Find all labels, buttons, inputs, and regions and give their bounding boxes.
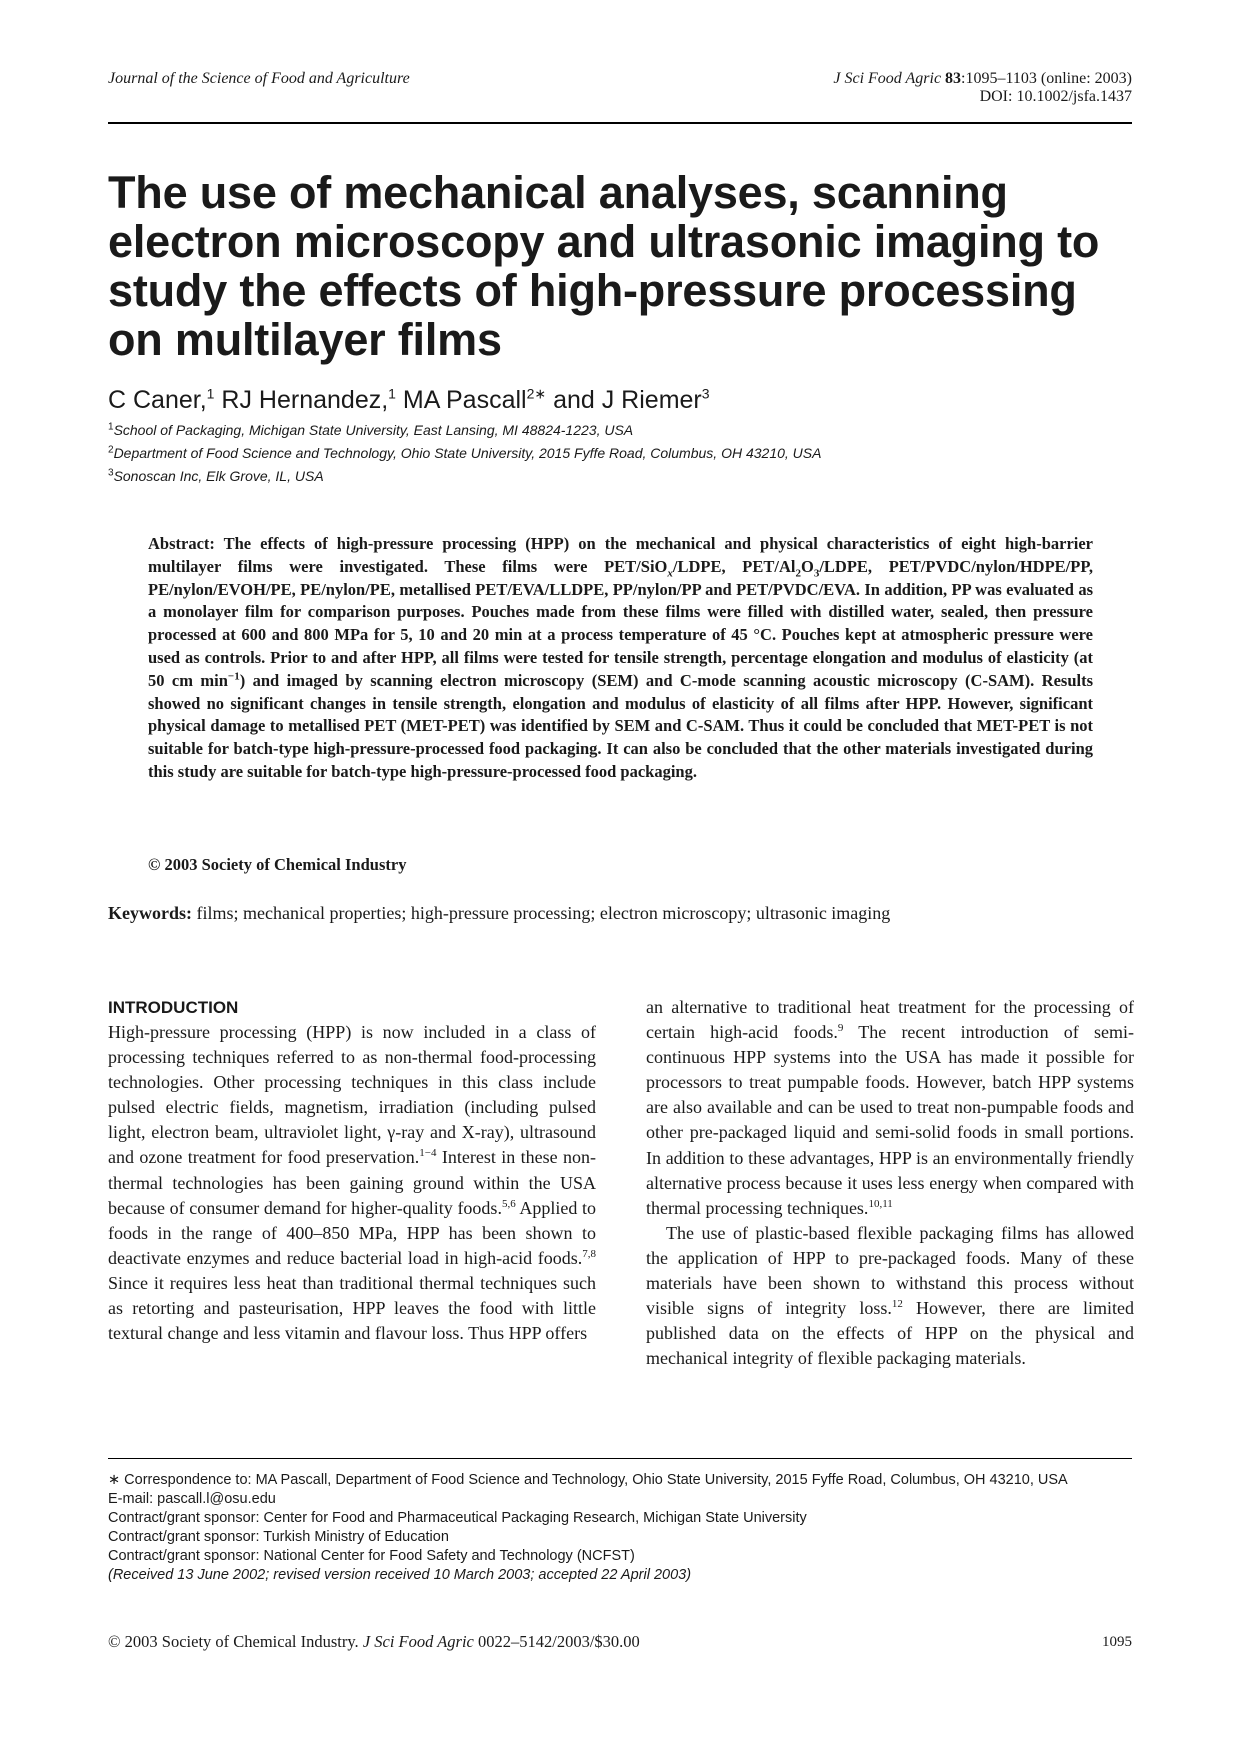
author-list bbox=[108, 385, 710, 415]
author-separator bbox=[396, 386, 403, 414]
abstract-subscript: 2 bbox=[795, 567, 801, 580]
citation-volume: 83 bbox=[945, 70, 962, 87]
author: RJ Hernandez, bbox=[221, 386, 389, 414]
abstract-label: Abstract: bbox=[148, 534, 215, 553]
abstract-text: The effects of high-pressure processing (HPP) on the mechanical and physical characteristics of eight high-barrier multilayer films were investigated. These films were PET/SiO bbox=[148, 534, 1093, 576]
doi: DOI: 10.1002/jsfa.1437 bbox=[979, 88, 1132, 105]
author: J Riemer bbox=[601, 386, 702, 414]
abstract-subscript: 3 bbox=[813, 567, 820, 580]
author: C Caner, bbox=[108, 386, 207, 414]
affiliation bbox=[108, 421, 633, 439]
paragraph bbox=[646, 995, 1134, 1221]
keywords-label: Keywords: bbox=[108, 903, 192, 923]
footer-citation bbox=[108, 1632, 640, 1652]
citation-pages: :1095–1103 (online: 2003) bbox=[961, 70, 1132, 87]
header-rule bbox=[108, 122, 1132, 124]
sponsor-note: Contract/grant sponsor: Center for Food and Pharmaceutical Packaging Research, Michigan State University bbox=[108, 1510, 807, 1526]
citation-ref: 12 bbox=[891, 1298, 903, 1311]
affiliation-text: Department of Food Science and Technology, Ohio State University, 2015 Fyffe Road, Columbus, OH 43210, USA bbox=[113, 445, 822, 461]
affiliation-text: School of Packaging, Michigan State University, East Lansing, MI 48824-1223, USA bbox=[113, 422, 634, 438]
affiliation-text: Sonoscan Inc, Elk Grove, IL, USA bbox=[113, 468, 324, 484]
paragraph-text: Interest in these non-thermal technologies has been gaining ground within the USA because of consumer demand for higher-quality foods. bbox=[108, 1147, 596, 1218]
email-note: E-mail: pascall.l@osu.edu bbox=[108, 1491, 276, 1507]
paragraph-text: High-pressure processing (HPP) is now included in a class of processing techniques referred to as non-thermal food-processing technologies. Other processing techniques in this class include pulsed electric fields, magnetism, irradiation (including pulsed light, electron beam, ultraviolet light, γ-ray and X-ray), ultrasound and ozone treatment for food preservation. bbox=[108, 1022, 596, 1168]
abstract-superscript: −1 bbox=[227, 670, 240, 683]
sponsor-note: Contract/grant sponsor: National Center for Food Safety and Technology (NCFST) bbox=[108, 1548, 635, 1564]
received-dates: (Received 13 June 2002; revised version received 10 March 2003; accepted 22 April 2003) bbox=[108, 1567, 692, 1583]
citation-ref: 9 bbox=[837, 1022, 844, 1035]
paragraph bbox=[646, 1221, 1134, 1372]
affiliation-number: 2 bbox=[108, 444, 114, 456]
author: MA Pascall bbox=[402, 386, 527, 414]
footer-journal: J Sci Food Agric bbox=[362, 1632, 474, 1651]
citation-journal: J Sci Food Agric bbox=[833, 70, 942, 87]
abstract-subscript: x bbox=[667, 567, 673, 580]
abstract-text: O bbox=[800, 556, 814, 576]
abstract-text: /LDPE, PET/Al bbox=[672, 556, 796, 576]
citation-ref: 1−4 bbox=[419, 1147, 437, 1160]
abstract-text: /LDPE, PET/PVDC/nylon/HDPE/PP, PE/nylon/EVOH/PE, PE/nylon/PE, metallised PET/EVA/LLDPE, PP/nylon/PP and PET/PVDC/EVA. In addition, PP was evaluated as a monolayer film for comparison purposes. Pouches made from these films were filled with distilled water, sealed, then pressure processed at 600 and 800 MPa for 5, 10 and 20 min at a process temperature of 45 °C. Pouches kept at atmospheric pressure were used as controls. Prior to and after HPP, all films were tested for tensile strength, percentage elongation and modulus of elasticity (at 50 cm min bbox=[148, 556, 1094, 690]
article-title: The use of mechanical analyses, scanning electron microscopy and ultrasonic imaging to study the effects of high-pressure processing on multilayer films bbox=[108, 167, 1100, 365]
footnote-rule bbox=[108, 1458, 1132, 1459]
paragraph bbox=[108, 1020, 596, 1346]
affiliation bbox=[108, 444, 821, 462]
running-header-journal: Journal of the Science of Food and Agriculture bbox=[108, 70, 410, 87]
abstract bbox=[148, 533, 1093, 784]
paragraph-text: an alternative to traditional heat treatment for the processing of certain high-acid foods. bbox=[646, 997, 1134, 1043]
body-column-right bbox=[646, 995, 1134, 1371]
affiliation-number: 3 bbox=[108, 467, 114, 479]
footer-issn: 0022–5142/2003/$30.00 bbox=[473, 1632, 640, 1651]
affiliation-number: 1 bbox=[108, 421, 114, 433]
author-affil-ref: 1 bbox=[206, 385, 215, 402]
author-affil-ref: 1 bbox=[388, 385, 396, 402]
body-column-left bbox=[108, 995, 596, 1346]
running-header-citation bbox=[833, 70, 1132, 106]
author-affil-ref: 3 bbox=[701, 385, 710, 402]
citation-ref: 7,8 bbox=[582, 1247, 596, 1260]
keywords-text: films; mechanical properties; high-pressure processing; electron microscopy; ultrasonic imaging bbox=[192, 903, 891, 923]
citation-ref: 5,6 bbox=[501, 1197, 516, 1210]
correspondence-note: ∗ Correspondence to: MA Pascall, Department of Food Science and Technology, Ohio State University, 2015 Fyffe Road, Columbus, OH 43210, USA bbox=[108, 1472, 1068, 1488]
keywords bbox=[108, 903, 890, 924]
author-separator: and bbox=[546, 386, 602, 414]
paragraph-text: The use of plastic-based flexible packaging films has allowed the application of HPP to pre-packaged foods. Many of these materials have been shown to withstand this process without visible signs of integrity loss. bbox=[646, 1222, 1134, 1319]
paragraph-text: The recent introduction of semi-continuous HPP systems into the USA has made it possible for processors to treat pumpable foods. However, batch HPP systems are also available and can be used to treat non-pumpable foods and other pre-packaged liquid and semi-solid foods in small portions. In addition to these advantages, HPP is an environmentally friendly alternative process because it uses less energy when compared with thermal processing techniques. bbox=[646, 1022, 1135, 1218]
footer-copyright: © 2003 Society of Chemical Industry. bbox=[108, 1632, 363, 1651]
paragraph-text: Applied to foods in the range of 400–850 MPa, HPP has been shown to deactivate enzymes and reduce bacterial load in high-acid foods. bbox=[108, 1197, 596, 1268]
abstract-text: ) and imaged by scanning electron microscopy (SEM) and C-mode scanning acoustic microscopy (C-SAM). Results showed no significant changes in tensile strength, elongation and modulus of elasticity of all films after HPP. However, significant physical damage to metallised PET (MET-PET) was identified by SEM and C-SAM. Thus it could be concluded that MET-PET is not suitable for batch-type high-pressure-processed food packaging. It can also be concluded that the other materials investigated during this study are suitable for batch-type high-pressure-processed food packaging. bbox=[148, 670, 1093, 781]
paragraph-text: However, there are limited published data on the effects of HPP on the physical and mechanical integrity of flexible packaging materials. bbox=[646, 1298, 1134, 1369]
abstract-copyright: © 2003 Society of Chemical Industry bbox=[148, 855, 407, 874]
page-number: 1095 bbox=[1102, 1634, 1132, 1650]
author-affil-ref: 2∗ bbox=[526, 385, 547, 402]
footnotes bbox=[108, 1471, 1138, 1585]
citation-ref: 10,11 bbox=[868, 1197, 893, 1210]
affiliation bbox=[108, 467, 324, 485]
section-heading: INTRODUCTION bbox=[108, 998, 239, 1017]
sponsor-note: Contract/grant sponsor: Turkish Ministry of Education bbox=[108, 1529, 449, 1545]
paragraph-text: Since it requires less heat than traditional thermal techniques such as retorting and pasteurisation, HPP leaves the food with little textural change and less vitamin and flavour loss. Thus HPP offers bbox=[108, 1272, 596, 1344]
